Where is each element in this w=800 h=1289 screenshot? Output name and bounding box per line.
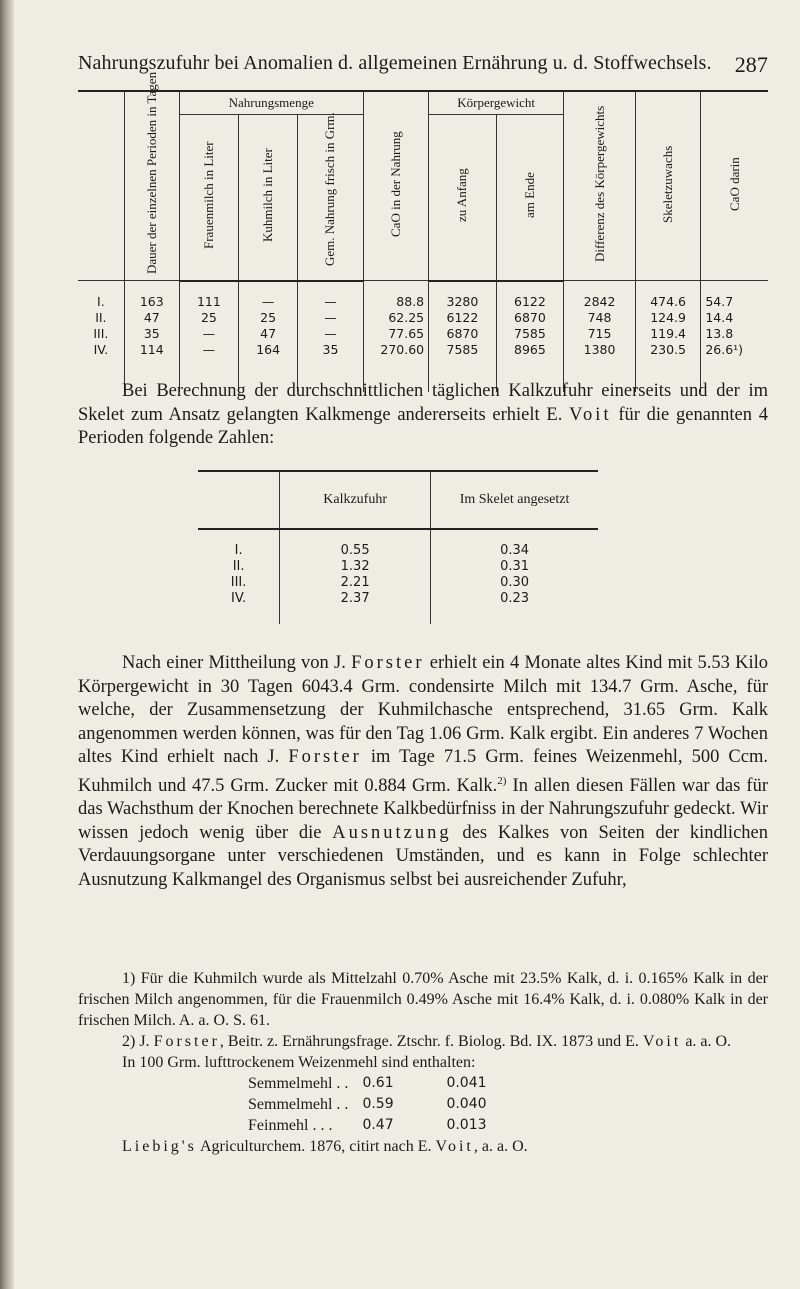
table-cell: 0.041 [446,1075,487,1091]
text-run: In allen diesen Fällen war das für das Wachsthum der Knochen berechnete Kalkbedürfniss in der Nahrungszufuhr gedeckt. Wir wissen jedoch wenig über die [78,775,768,843]
table-cell: 7585 [429,342,497,392]
table-row [78,281,768,310]
table-cell: I. [97,293,105,309]
col-cao-darin-header [701,91,768,281]
table-cell: 163 [124,281,179,310]
col-group-koerpergewicht: Körpergewicht [429,91,564,115]
text-run: CaO in der Nahrung [387,131,403,237]
table-row [198,529,598,558]
table-cell: 2.21 [280,574,431,590]
text-run: im Tage 71.5 Grm. feines Weizenmehl, 500 Ccm. Kuhmilch und 47.5 Grm. Zucker mit 0.884 Grm. Kalk. [78,747,768,796]
text-run: Voit [642,1033,682,1050]
table-cell: 62.25 [363,310,428,326]
table-cell: — [298,281,363,310]
table-row [198,574,598,590]
table-cell: 2.37 [280,590,431,624]
col-ende-header [496,115,564,281]
table-cell: — [298,310,363,326]
table-cell: 26.6¹) [701,342,768,392]
table-cell: — [179,326,238,342]
table-cell: III. [93,326,109,341]
table-cell: III. [230,574,247,590]
text-run: Bei Berechnung der durchschnittlichen täglichen Kalkzufuhr einerseits und der im Skelet zum Ansatz gelangten Kalkmenge andererseits erhielt E. [78,381,768,425]
footnote-2 [78,1031,768,1052]
text-run: Forster [288,747,362,767]
col-blank-2 [198,471,280,529]
table-row [198,558,598,574]
table-cell: 6122 [429,310,497,326]
table-cell: 77.65 [363,326,428,342]
table-cell: IV. [93,342,109,357]
text-run: Gem. Nahrung frisch in Grm. [322,112,338,267]
table-cell: — [239,281,298,310]
text-run: Skeletzuwachs [660,145,676,223]
table-kalk [198,470,598,624]
table-cell: 270.60 [363,342,428,392]
table-cell: 0.013 [446,1117,487,1133]
table-cell: II. [232,558,245,574]
table-cell: 119.4 [635,326,700,342]
col-skelet-angesetzt-header: Im Skelet angesetzt [431,471,598,529]
table-cell: II. [95,310,107,325]
table-cell: 13.8 [701,326,768,342]
table-cell: 3280 [429,281,497,310]
table-cell: 124.9 [635,310,700,326]
col-anfang-header [429,115,497,281]
table-cell: 164 [239,342,298,392]
table-cell: 715 [564,326,636,342]
text-run: Voit [435,1138,474,1155]
table-cell: IV. [231,590,247,606]
text-run: , a. a. O. [473,1138,528,1155]
table-cell: 0.61 [362,1075,394,1091]
text-run: Dauer der einzelnen Perioden in Tagen [143,71,159,274]
table-cell: 0.040 [446,1096,487,1112]
page-number: 287 [734,52,768,77]
col-skelet-header [635,91,700,281]
table-cell: 748 [564,310,636,326]
table-row [78,326,768,342]
table-row [78,310,768,326]
author-voit: Voit [569,404,612,425]
table-cell: 25 [239,310,298,326]
table-cell: 47 [239,326,298,342]
col-cao-nahrung-header [363,91,428,281]
table-cell: 35 [124,326,179,342]
table-cell: 47 [124,310,179,326]
table-cell: — [179,342,238,392]
col-gem-nahrung-header [298,112,363,281]
table-cell: 14.4 [701,310,768,326]
text-run: , Beitr. z. Ernährungsfrage. Ztschr. f. Biolog. Bd. IX. 1873 und E. [219,1033,643,1050]
text-run: Nach einer Mittheilung von J. [122,653,352,673]
table-row [248,1073,530,1094]
table-cell: 6122 [496,281,564,310]
book-binding-edge [0,0,14,1289]
table-cell: 54.7 [701,281,768,310]
col-differenz-header [564,91,636,281]
table-cell: 35 [298,342,363,392]
table-cell: 7585 [496,326,564,342]
table-row [248,1115,530,1136]
text-run: Ausnutzung [332,822,452,843]
text-run: Agriculturchem. 1876, citirt nach E. [196,1138,436,1155]
table-cell: Feinmehl . . . [248,1117,333,1134]
running-head-title: Nahrungszufuhr bei Anomalien d. allgemeinen Ernährung u. d. Stoffwechsels. [78,52,712,74]
footnotes [78,968,768,1157]
table-cell: 111 [179,281,238,310]
text-run: Liebig's [122,1138,197,1155]
paragraph-main [78,652,768,892]
table-cell: 6870 [496,310,564,326]
text-run: des Kalkes von Seiten der kindlichen Verdauungsorgane unter verschiedenen Umständen, und es kann in Folge schlechter Ausnutzung Kalkmangel des Organismus selbst bei ausreichender Zufuhr, [78,822,768,890]
text-run [78,380,768,451]
table-cell: 0.34 [431,529,598,558]
table-cell: 474.6 [635,281,700,310]
col-blank [78,91,124,281]
table-periods [78,71,768,392]
text-run: zu Anfang [454,168,470,223]
table-row [198,590,598,624]
text-run: für die genannten 4 Perioden folgende Zahlen: [78,404,768,448]
table-cell: 0.55 [280,529,431,558]
footnote-3: In 100 Grm. lufttrockenem Weizenmehl sind enthalten: [122,1054,476,1071]
table-cell: 0.59 [362,1096,394,1112]
col-duration-header [124,71,179,281]
table-cell: I. [234,542,243,558]
text-run: Forster [153,1033,220,1050]
table-cell: Semmelmehl . . [248,1075,349,1092]
table-cell: 25 [179,310,238,326]
text-run: am Ende [521,172,537,219]
text-run [78,652,768,892]
footnote-source [78,1136,768,1157]
footnote-1: 1) Für die Kuhmilch wurde als Mittelzahl 0.70% Asche mit 23.5% Kalk, d. i. 0.165% Kalk in der frischen Milch angenommen, für die Frauenmilch 0.49% Asche mit 16.4% Kalk, d. i. 0.080% Kalk in der frischen Milch. A. a. O. S. 61. [78,970,768,1029]
col-frauenmilch-header [179,115,238,281]
table-cell: 1380 [564,342,636,392]
table-cell: 8965 [496,342,564,392]
table-cell: 0.23 [431,590,598,624]
table-row [248,1094,530,1115]
col-kalkzufuhr-header: Kalkzufuhr [280,471,431,529]
table-cell: 0.30 [431,574,598,590]
table-cell: 230.5 [635,342,700,392]
text-run: 2) [497,774,507,787]
text-run: CaO darin [726,157,742,211]
text-run: a. a. O. [681,1033,732,1050]
text-run: Forster [351,653,425,673]
col-kuhmilch-header [239,115,298,281]
paragraph-intro [78,380,768,451]
table-cell: Semmelmehl . . [248,1096,349,1113]
col-group-nahrungsmenge: Nahrungsmenge [179,91,363,115]
mehl-table [248,1073,530,1136]
table-cell: 88.8 [363,281,428,310]
table-cell: — [298,326,363,342]
table-cell: 0.31 [431,558,598,574]
text-run: 2) J. [122,1033,154,1050]
table-cell: 2842 [564,281,636,310]
text-run: Differenz des Körpergewichts [591,105,607,263]
table-cell: 0.47 [362,1117,394,1133]
table-cell: 1.32 [280,558,431,574]
text-run: Frauenmilch in Liter [200,141,216,250]
table-cell: 114 [124,342,179,392]
table-cell: 6870 [429,326,497,342]
text-run: Kuhmilch in Liter [260,148,276,243]
text-run: erhielt ein 4 Monate altes Kind mit 5.53 Kilo Körpergewicht in 30 Tagen 6043.4 Grm. condensirte Milch mit 134.7 Grm. Asche, für welche, der Zusammensetzung der Kuhmilchasche entsprechend, 31.65 Grm. Kalk angenommen werden können, was für den Tag 1.06 Grm. Kalk ergibt. Ein anderes 7 Wochen altes Kind erhielt nach J. [78,653,768,767]
